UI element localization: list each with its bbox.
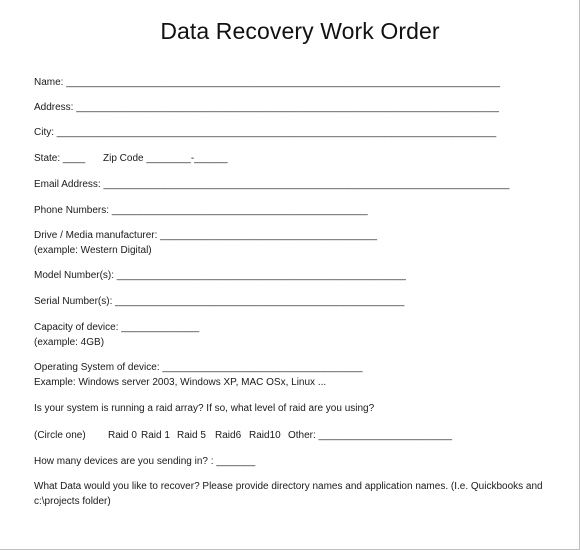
recover-question-line-1: What Data would you like to recover? Please provide directory names and application names. (I.e. Quickbooks and [34, 481, 543, 492]
raid-option-other: Other: ________________________ [288, 430, 453, 441]
name-field: Name: ______________________________________________________________________________ [34, 77, 501, 88]
raid-circle-one: (Circle one) [34, 430, 86, 441]
city-field: City: _______________________________________________________________________________ [34, 127, 497, 138]
capacity-example: (example: 4GB) [34, 337, 105, 348]
raid-option-1: Raid 1 [141, 430, 170, 441]
serial-number-field: Serial Number(s): ____________________________________________________ [34, 296, 405, 307]
raid-option-0: Raid 0 [108, 430, 137, 441]
devices-count-field: How many devices are you sending in? : _______ [34, 456, 256, 467]
capacity-field: Capacity of device: ______________ [34, 322, 200, 333]
os-example: Example: Windows server 2003, Windows XP, MAC OSx, Linux ... [34, 377, 327, 388]
drive-manufacturer-field: Drive / Media manufacturer: _______________________________________ [34, 230, 378, 241]
state-field: State: ____ [34, 153, 86, 164]
raid-option-6: Raid6 [215, 430, 242, 441]
raid-question: Is your system is running a raid array? If so, what level of raid are you using? [34, 403, 375, 414]
os-field: Operating System of device: ____________________________________ [34, 362, 363, 373]
raid-option-10: Raid10 [249, 430, 281, 441]
recover-question-line-2: c:\projects folder) [34, 496, 111, 507]
email-field: Email Address: _________________________________________________________________________ [34, 179, 510, 190]
page-title: Data Recovery Work Order [160, 18, 440, 44]
zip-field: Zip Code ________-______ [103, 153, 228, 164]
model-number-field: Model Number(s): ____________________________________________________ [34, 270, 406, 281]
address-field: Address: ____________________________________________________________________________ [34, 102, 499, 113]
phone-field: Phone Numbers: ______________________________________________ [34, 205, 368, 216]
raid-option-5: Raid 5 [177, 430, 206, 441]
drive-example: (example: Western Digital) [34, 245, 152, 256]
